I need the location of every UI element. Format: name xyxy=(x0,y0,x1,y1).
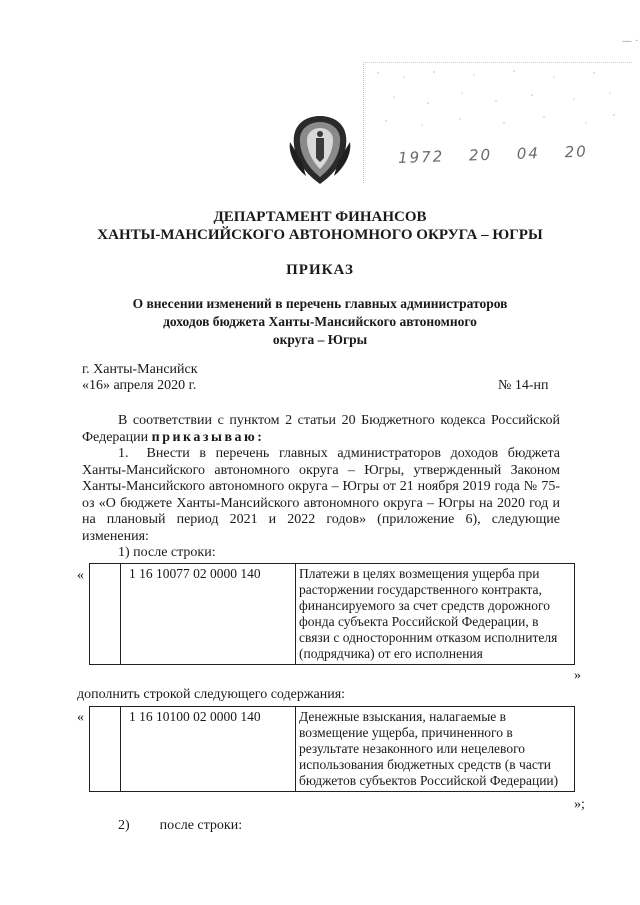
empty-cell xyxy=(90,707,121,792)
open-quote: « xyxy=(77,568,84,583)
income-table-row-2 xyxy=(89,706,575,792)
coat-of-arms-emblem xyxy=(286,112,354,190)
issue-date: «16» апреля 2020 г. xyxy=(82,378,197,393)
subitem-2 xyxy=(118,818,242,834)
subitem-1-label: 1) после строки: xyxy=(118,545,216,560)
subitem-2-label: 2) xyxy=(118,818,130,833)
close-quote-semicolon: »; xyxy=(574,797,585,812)
table-row xyxy=(90,707,575,792)
reg-day: 20 xyxy=(468,145,493,165)
reg-month: 04 xyxy=(516,144,541,163)
order-number: № 14-нп xyxy=(498,378,549,393)
income-code-cell: 1 16 10077 02 0000 140 xyxy=(121,564,296,665)
add-row-instruction: дополнить строкой следующего содержания: xyxy=(77,687,346,702)
subitem-2-text: после строки: xyxy=(159,818,243,833)
close-quote: » xyxy=(574,668,581,683)
open-quote: « xyxy=(77,710,84,725)
empty-cell xyxy=(90,564,121,665)
title-line: доходов бюджета Ханты-Мансийского автономного xyxy=(163,314,477,329)
item-1-paragraph xyxy=(82,446,560,545)
reg-number: 1972 xyxy=(397,147,445,168)
income-table-row-1 xyxy=(89,563,575,665)
income-code-cell: 1 16 10100 02 0000 140 xyxy=(121,707,296,792)
preamble-text: В соответствии с пунктом 2 статьи 20 Бюджетного кодекса Российской Федерации xyxy=(82,413,560,445)
corner-mark: — · xyxy=(622,36,639,47)
issue-city: г. Ханты-Мансийск xyxy=(82,362,198,377)
income-description-cell: Платежи в целях возмещения ущерба при расторжении государственного контракта, финансируемого за счет средств дорожного фонда субъекта Российской Федерации, в связи с односторонним отказом исполнителя (подрядчика) от его исполнения xyxy=(296,564,575,665)
table-row xyxy=(90,564,575,665)
reg-year: 20 xyxy=(564,142,589,162)
document-type: ПРИКАЗ xyxy=(286,262,354,278)
department-name-line2: ХАНТЫ-МАНСИЙСКОГО АВТОНОМНОГО ОКРУГА – ЮГРЫ xyxy=(97,227,543,243)
item-1-number: 1. xyxy=(118,446,129,461)
order-verb: приказываю: xyxy=(151,429,265,445)
department-name-line1: ДЕПАРТАМЕНТ ФИНАНСОВ xyxy=(213,209,427,225)
item-1-text: Внести в перечень главных администраторов доходов бюджета Ханты-Мансийского автономного округа – Югры, утвержденный Законом Ханты-Мансийского автономного округа – Югры от 21 ноября 2019 года № 75-оз «О бюджете Ханты-Мансийского автономного округа – Югры на 2020 год и на плановый период 2021 и 2022 годов» (приложение 6), следующие изменения: xyxy=(82,446,560,544)
income-description-cell: Денежные взыскания, налагаемые в возмещение ущерба, причиненного в результате незаконного или нецелевого использования бюджетных средств (в части бюджетов субъектов Российской Федерации) xyxy=(296,707,575,792)
title-line: О внесении изменений в перечень главных администраторов xyxy=(132,296,508,311)
document-title xyxy=(60,295,580,349)
preamble-paragraph xyxy=(82,413,560,446)
title-line: округа – Югры xyxy=(272,332,368,347)
